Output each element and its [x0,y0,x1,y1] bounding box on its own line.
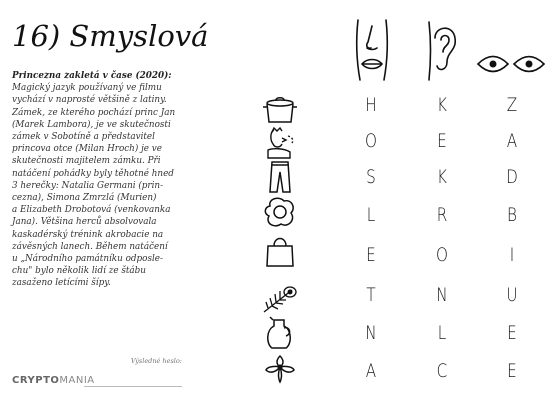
grid-letter: R [436,204,448,226]
peacock-feather-icon [262,282,298,316]
brand-divider [84,386,182,387]
trousers-icon [262,160,298,194]
grid-letter: E [366,244,376,266]
person-sniffing-icon [262,126,298,160]
flower-icon [262,352,298,386]
grid-letter: N [365,322,377,344]
brand-logo-bold: CRYPTO [12,375,60,386]
grid-letter: N [436,284,448,306]
grid-letter: K [437,94,447,116]
article-line: 3 herečky: Natalia Germani (prin- [12,180,164,191]
grid-letter: C [436,360,448,382]
grid-letter: T [366,284,376,306]
grid-letter: U [506,284,518,306]
grid-letter: L [366,204,376,226]
grid-letter: I [509,244,515,266]
article-line: skutečnosti majitelem zámku. Při [12,156,161,167]
grid-letter: K [437,166,447,188]
grid-letter: S [366,166,376,188]
jug-icon [262,316,298,350]
handbag-icon [262,234,298,268]
article-text [12,70,187,290]
article-line: (Marek Lambora), je ve skutečnosti [12,119,171,130]
brand-logo [12,375,102,386]
article-line: u „Národního památníku odposle- [12,254,163,265]
article-line: kaskadérský trénink akrobacie na [12,229,164,240]
article-line: chu" bylo několik lidí ze štábu [12,266,146,277]
grid-letter: L [437,322,447,344]
result-label: Výsledné heslo: [130,357,182,365]
grid-letter: O [436,244,448,266]
article-line: Magický jazyk používaný ve filmu [12,83,162,94]
grid-letter: H [365,94,377,116]
article-line: zasaženo letícími šípy. [12,278,111,289]
grid-letter: E [507,322,517,344]
grid-letter: D [506,166,518,188]
article-line: Jana). Většina herců absolvovala [12,217,157,228]
grid-letter: O [365,130,377,152]
article-line: závěsných lanech. Během natáčení [12,241,168,252]
article-heading: Princezna zakletá v čase (2020): [12,71,172,81]
article-line: Zámek, ze kterého pochází princ Jan [12,107,176,118]
article-line: vychází v naprosté většině z latiny. [12,95,167,106]
grid-letter: E [437,130,447,152]
article-line: princova otce (Milan Hroch) je ve [12,144,162,155]
article-line: zámek v Sobotíně a představitel [12,132,155,143]
article-line: cezna), Simona Zmrzlá (Murien) [12,193,157,204]
grid-letter: Z [506,94,518,116]
grid-letter: B [507,204,517,226]
grid-letter: A [365,360,377,382]
cooking-pot-icon [262,94,298,128]
article-line: natáčení pohádky byly těhotné hned [12,168,174,179]
eyes-icon [476,52,546,76]
brand-logo-light: MANIA [59,375,95,386]
mouth-nose-icon [352,18,392,82]
article-line: a Elizabeth Drobotová (venkovanka [12,205,171,216]
ear-icon [425,20,461,82]
fried-egg-icon [262,196,298,230]
page-title: 16) Smyslová [12,19,209,53]
grid-letter: E [507,360,517,382]
grid-letter: A [506,130,518,152]
